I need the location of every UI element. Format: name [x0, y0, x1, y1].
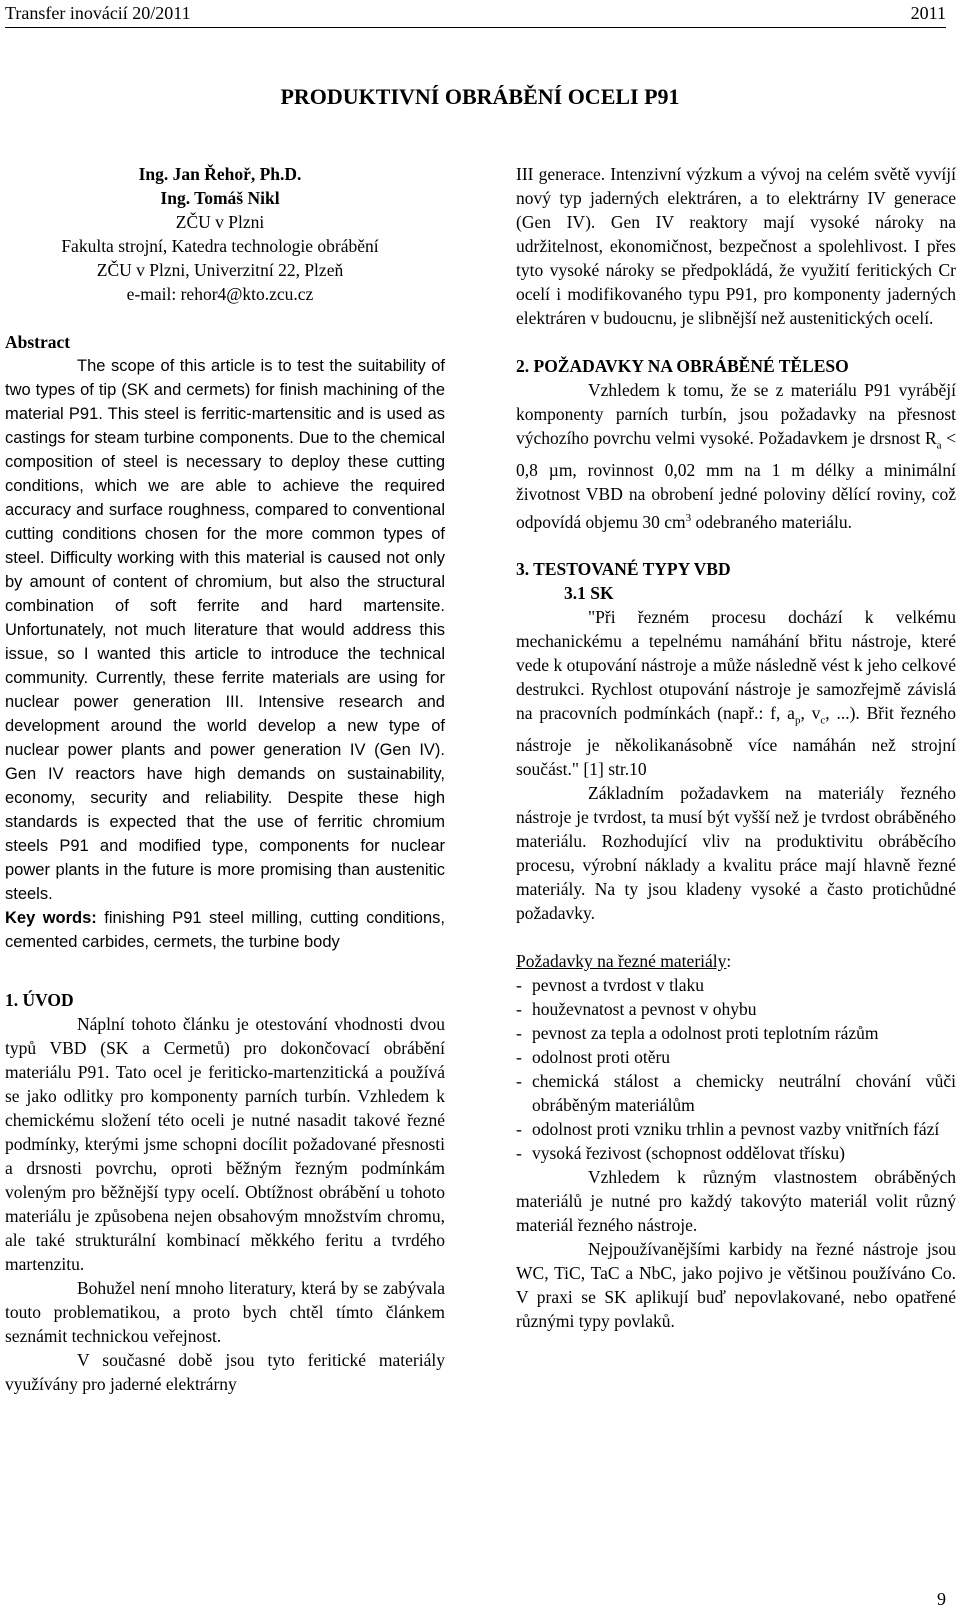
left-column — [5, 330, 445, 1396]
journal-name: Transfer inovácií 20/2011 — [5, 3, 191, 23]
list-item: - houževnatost a pevnost v ohybu — [516, 997, 956, 1021]
requirements-heading-text: Požadavky na řezné materiály — [516, 950, 727, 971]
keywords-text: finishing P91 steel milling, cutting conditions, cemented carbides, cermets, the turbine body — [5, 909, 445, 951]
author-1: Ing. Jan Řehoř, Ph.D. — [138, 164, 302, 184]
list-item: - chemická stálost a chemicky neutrální chování vůči obráběným materiálům — [516, 1069, 956, 1117]
running-header — [5, 0, 946, 28]
section-3-paragraph-2: Základním požadavkem na materiály řezného nástroje je tvrdost, ta musí být vyšší než je tvrdost obráběného materiálu. Rozhodující vliv na produktivitu obráběcího procesu, výrobní náklady a kvalitu práce mají hlavně řezné materiály. Na ty jsou kladeny vysoké a často protichůdné požadavky. — [516, 782, 956, 923]
section-2-heading: 2. POŽADAVKY NA OBRÁBĚNÉ TĚLESO — [516, 356, 849, 376]
author-email: e-mail: rehor4@kto.zcu.cz — [126, 284, 314, 304]
requirements-list — [516, 973, 956, 1165]
s3-subscript-c: c — [820, 714, 826, 727]
abstract-text-2: Due to the chemical composition of steel is necessary to deploy these cutting conditions, which we are able to achieve the required accuracy and surface roughness, compared to conventional cutting conditions chosen for the more common types of steel. Difficulty working with this material is caused not only by amount of content of chromium, but also the structural combination of soft ferrite and hard martensite. Unfortunately, not much literature that would address this issue, so I wanted this article to introduce the technical community. Currently, these ferrite materials are using for nuclear power generation III. Intensive research and development around the world develop a new type of nuclear power plants and power generation IV (Gen IV). Gen IV reactors have high demands on sustainability, economy, security and reliability. Despite these high standards is expected that the use of ferritic chromium steels P91 and modified type, components for nuclear power plants in the future is more promising than austenitic steels. — [5, 429, 446, 903]
author-2: Ing. Tomáš Nikl — [160, 188, 280, 208]
abstract-text-1: The scope of this article is to test the suitability of two types of tip (SK and cermets) for finish machining of the material P91. This steel is ferritic-martensitic and is used as castings for steam turbine components. — [5, 357, 445, 447]
abstract-body — [5, 354, 445, 906]
page-number: 9 — [937, 1589, 946, 1609]
author-block — [5, 162, 435, 306]
section-1-paragraph-1: Náplní tohoto článku je otestování vhodnosti dvou typů VBD (SK a Cermetů) pro dokončovací obrábění materiálu P91. Tato ocel je feriticko-martenzitická a používá se jako odlitky pro komponenty parních turbín. Vzhledem k chemickému složení této oceli je nutné nasadit takové řezné podmínky, kterými jsme schopni docílit požadované přesnosti a drsnosti povrchu, oproti běžným řezným podmínkám voleným pro běžnější typy ocelí. Obtížnost obrábění u tohoto materiálu je způsobena nejen obsahovým množstvím chromu, ale také strukturální kombinací měkkého feritu a tvrdého martenzitu. — [5, 1014, 445, 1274]
paper-title: PRODUKTIVNÍ OBRÁBĚNÍ OCELI P91 — [280, 84, 680, 109]
s2-text-c: odebraného materiálu. — [691, 511, 852, 532]
right-column — [516, 162, 956, 1333]
list-item: - vysoká řezivost (schopnost oddělovat třísku) — [516, 1141, 956, 1165]
keywords-label: Key words: — [5, 909, 97, 927]
requirements-heading — [516, 949, 956, 973]
list-item: - pevnost za tepla a odolnost proti teplotním rázům — [516, 1021, 956, 1045]
s2-superscript: 3 — [685, 511, 692, 524]
list-item: - odolnost proti otěru — [516, 1045, 956, 1069]
s3-text-c: , ...). Břit řezného nástroje je několikanásobně více namáhán než strojní součást." [1] str.10 — [516, 703, 956, 779]
journal-year: 2011 — [910, 3, 946, 23]
section-1-heading: 1. ÚVOD — [5, 990, 74, 1010]
section-2-paragraph-1 — [516, 378, 956, 533]
s2-text-b: < 0,8 µm, rovinnost 0,02 mm na 1 m délky a minimální životnost VBD na obrobení jedné poloviny dělící roviny, což odpovídá objemu 30 cm — [516, 428, 956, 532]
section-1-paragraph-2: Bohužel není mnoho literatury, která by se zabývala touto problematikou, a proto bych chtěl tímto článkem seznámit technickou veřejnost. — [5, 1278, 445, 1346]
s3-text-b: , v — [800, 703, 821, 724]
abstract-heading: Abstract — [5, 332, 71, 352]
list-item: - pevnost a tvrdost v tlaku — [516, 973, 956, 997]
requirements-heading-colon: : — [726, 950, 732, 971]
subsection-3-1-heading: 3.1 SK — [564, 583, 614, 604]
keywords — [5, 906, 445, 954]
section-1-paragraph-3-continued: III generace. Intenzivní výzkum a vývoj na celém světě vyvíjí nový typ jaderných elektráren, a to elektrárny IV generace (Gen IV). Gen IV reaktory mají vysoké nároky na udržitelnost, ekonomičnost, bezpečnost a spolehlivost. I přes tyto vysoké nároky se předpokládá, že využití feritických Cr ocelí i modifikovaného typu P91, pro komponenty jaderných elektráren v budoucnu, je slibnější než austenitických ocelí. — [516, 164, 956, 328]
section-3-paragraph-3: Vzhledem k různým vlastnostem obráběných materiálů je nutné pro každý takovýto materiál volit různý materiál řezného nástroje. — [516, 1166, 956, 1235]
list-item: - odolnost proti vzniku trhlin a pevnost vazby vnitřních fází — [516, 1117, 956, 1141]
s3-text-a: "Při řezném procesu dochází k velkému mechanickému a tepelnému namáhání břitu nástroje, které vede k otupování nástroje a může následně vést k jeho celkové destrukci. Rychlost otupování nástroje je samozřejmě závislá na pracovních podmínkách (např.: f, a — [516, 607, 956, 724]
section-3-paragraph-4: Nejpoužívanějšími karbidy na řezné nástroje jsou WC, TiC, TaC a NbC, jako pojivo je většinou používáno Co. V praxi se SK aplikují buď nepovlakované, nebo opatřené různými typy povlaků. — [516, 1238, 956, 1331]
section-1-paragraph-3: V současné době jsou tyto feritické materiály využívány pro jaderné elektrárny — [5, 1350, 445, 1394]
s2-subscript: a — [936, 439, 942, 452]
affiliation-2: Fakulta strojní, Katedra technologie obrábění — [61, 236, 379, 256]
section-3-heading: 3. TESTOVANÉ TYPY VBD — [516, 559, 731, 580]
s3-subscript-p: p — [794, 714, 801, 727]
s2-text-a: Vzhledem k tomu, že se z materiálu P91 vyrábějí komponenty parních turbín, jsou požadavky na přesnost výchozího povrchu velmi vysoké. Požadavkem je drsnost R — [516, 380, 956, 448]
section-3-paragraph-1 — [516, 605, 956, 781]
affiliation-3: ZČU v Plzni, Univerzitní 22, Plzeň — [96, 260, 344, 280]
affiliation-1: ZČU v Plzni — [175, 212, 265, 232]
